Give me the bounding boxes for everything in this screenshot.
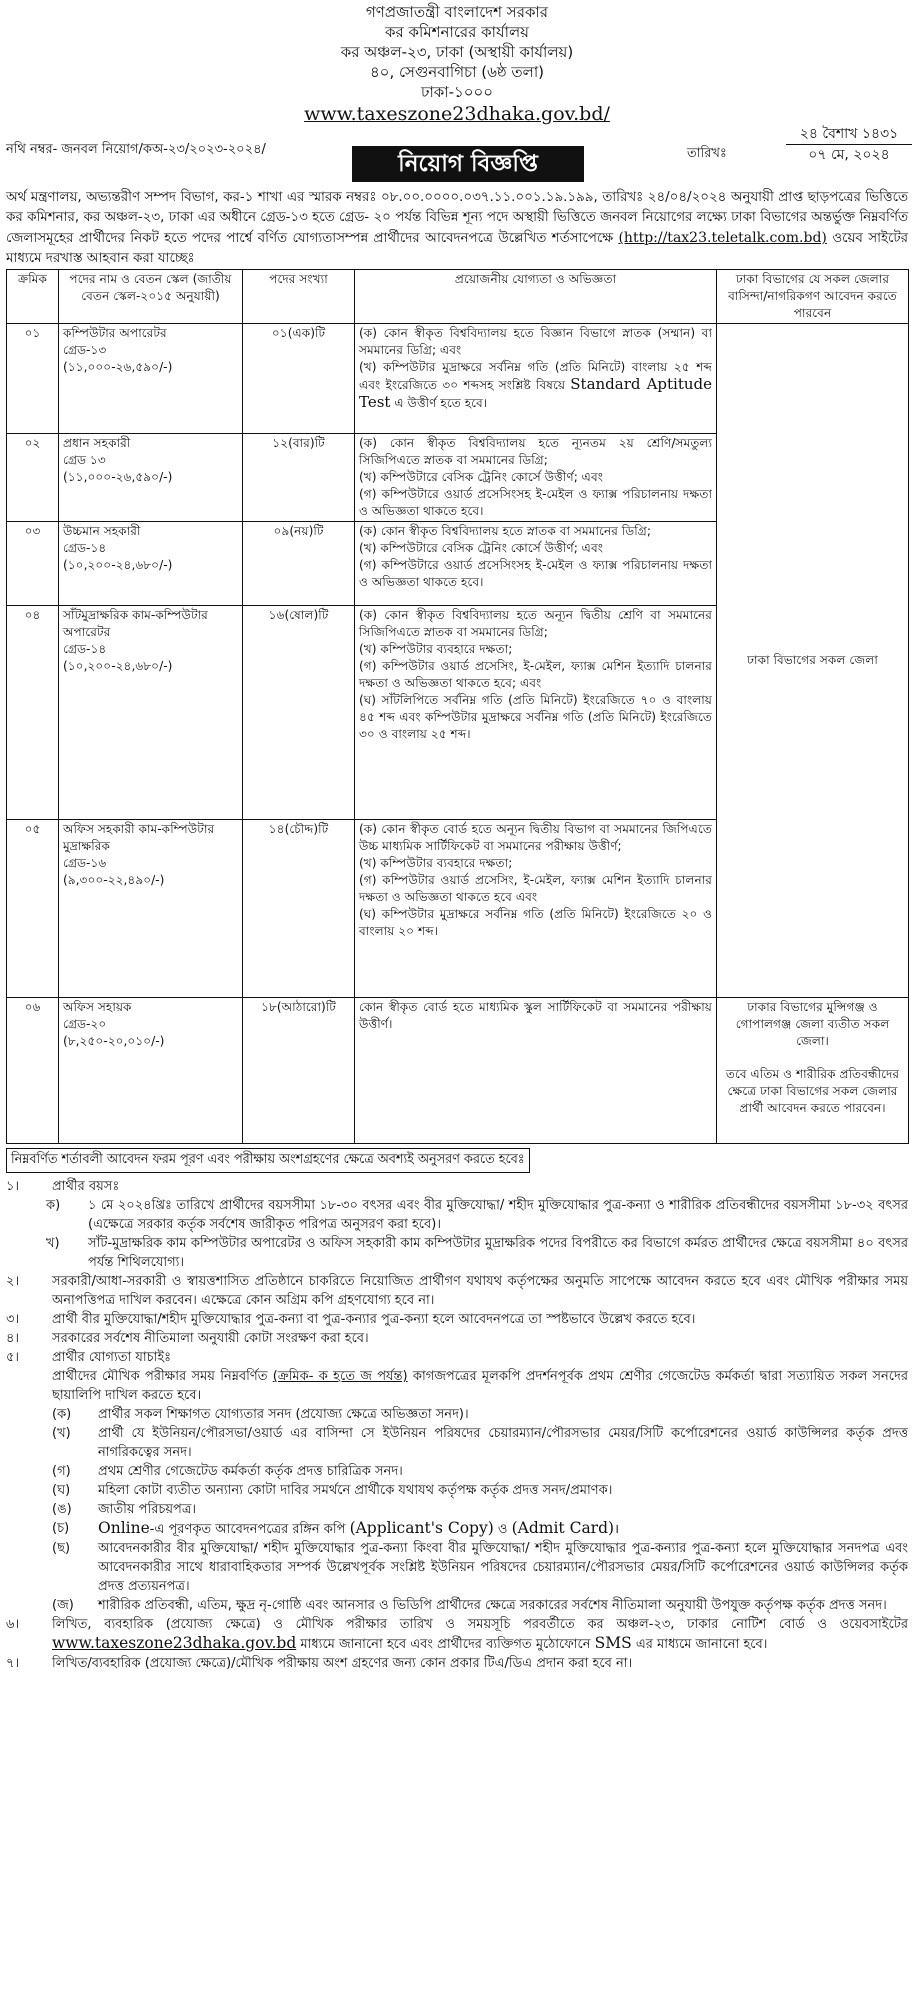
intro-tail: ওয়েব সাইটের মাধ্যমে দরখাস্ত আহবান করা যাচ্ছেঃ [6, 231, 909, 266]
office-zone: কর অঞ্চল-২৩, ঢাকা (অস্থায়ী কার্যালয়) [340, 43, 574, 61]
condition-number: ৭। [6, 1656, 20, 1671]
row-serial: ০১ [7, 324, 59, 434]
office-city: ঢাকা-১০০০ [420, 83, 494, 101]
row-post [59, 434, 243, 522]
post-grade: গ্রেড-১৬ [63, 856, 107, 870]
qual-item: (ক) কোন স্বীকৃত বিশ্ববিদ্যালয় হতে ন্যূনতম ২য় শ্রেণি/সমতুল্য সিজিপিএতে স্নাতক বা সমমানের ডিগ্রি; [359, 436, 712, 467]
row-post [59, 324, 243, 434]
subitem-text: শারীরিক প্রতিবন্ধী, এতিম, ক্ষুদ্র নৃ-গোষ্ঠি এবং আনসার ও ভিডিপি প্রার্থীদের ক্ষেত্রে সরকারের সর্বশেষ নীতিমালা অনুযায়ী উপযুক্ত কর্তৃপক্ষ কর্তৃক প্রদত্ত সনদ। [98, 1598, 887, 1613]
row-serial: ০৩ [7, 522, 59, 606]
condition-text: প্রার্থী বীর মুক্তিযোদ্ধা/শহীদ মুক্তিযোদ্ধার পুত্র-কন্যা বা পুত্র-কন্যার পুত্র-কন্যা হলে আবেদনপত্রে তা স্পষ্টভাবে উল্লেখ করতে হবে। [52, 1312, 696, 1327]
condition-item [6, 1348, 908, 1367]
row-qualification [355, 522, 717, 606]
row-qualification [355, 434, 717, 522]
subitem-number: (জ) [52, 1598, 74, 1613]
condition-paragraph [6, 1367, 908, 1405]
condition-text: এর মাধ্যমে জানানো হবে। [635, 1637, 768, 1652]
qual-test-name: Standard Aptitude Test [359, 375, 713, 411]
notice-title: নিয়োগ বিজ্ঞপ্তি [352, 146, 584, 182]
condition-item [6, 1272, 908, 1310]
sms-label: SMS [594, 1634, 632, 1652]
subitem-text: আবেদনকারীর বীর মুক্তিযোদ্ধা/ শহীদ মুক্তিযোদ্ধার পুত্র-কন্যা কিংবা বীর মুক্তিযোদ্ধা/ শহীদ মুক্তিযোদ্ধার পুত্র-কন্যার পুত্র-কন্যা হলে মুক্তিযোদ্ধার সনদপত্র এবং আবেদনকারীর সাথে ধারাবাহিকতার সম্পর্ক উল্লেখপূর্বক সংশ্লিষ্ট ইউনিয়ন পরিষদের চেয়ারম্যান/পৌরসভার মেয়র/সিটি কর্পোরেশনের ওয়ার্ড কাউন্সিলর কর্তৃক প্রদত্ত প্রত্যয়নপত্র। [98, 1541, 908, 1594]
condition-item [6, 1654, 908, 1673]
subitem-number: (চ) [52, 1521, 70, 1536]
subitem-text: জাতীয় পরিচয়পত্র। [98, 1502, 197, 1517]
qual-text-tail: এ উত্তীর্ণ হতে হবে। [394, 396, 488, 410]
condition-text: প্রার্থীর যোগ্যতা যাচাইঃ [52, 1350, 172, 1365]
vacancy-table [6, 269, 909, 1144]
subitem-text: প্রথম শ্রেণীর গেজেটেড কর্মকর্তা কর্তৃক প্রদত্ত চারিত্রিক সনদ। [98, 1464, 403, 1479]
condition-number: ৩। [6, 1312, 20, 1327]
office-website-link[interactable]: www.taxeszone23dhaka.gov.bd/ [304, 103, 610, 125]
qual-item: (খ) কম্পিউটার ব্যবহারে দক্ষতা; [359, 856, 513, 870]
qual-item: (খ) কম্পিউটার ব্যবহারে দক্ষতা; [359, 642, 513, 656]
condition-number: ৫। [6, 1350, 20, 1365]
office-address: ৪০, সেগুনবাগিচা (৬ষ্ঠ তলা) [369, 63, 545, 81]
col-serial: ক্রমিক [7, 270, 59, 324]
col-post-count: পদের সংখ্যা [243, 270, 355, 324]
subitem-text: ও [493, 1522, 512, 1537]
condition-number: ২। [6, 1274, 20, 1289]
condition-subitem [52, 1405, 908, 1424]
condition-item [6, 1310, 908, 1329]
qual-item [359, 359, 712, 412]
qual-item: (গ) কম্পিউটারে ওয়ার্ড প্রসেসিংসহ ই-মেইল ও ফ্যাক্স পরিচালনায় দক্ষতা ও অভিজ্ঞতা থাকতে হবে। [359, 487, 712, 518]
row-post [59, 820, 243, 998]
condition-text: লিখিত/ব্যবহারিক (প্রযোজ্য ক্ষেত্রে)/মৌখিক পরীক্ষায় অংশ গ্রহণের জন্য কোন প্রকার টিএ/ডিএ প্রদান করা হবে না। [52, 1656, 633, 1671]
row-serial: ০৫ [7, 820, 59, 998]
condition-text: সরকারের সর্বশেষ নীতিমালা অনুযায়ী কোটা সংরক্ষণ করা হবে। [52, 1331, 369, 1346]
condition-text: সরকারী/আধা-সরকারী ও স্বায়ত্তশাসিত প্রতিষ্ঠানে চাকরিতে নিয়োজিত প্রার্থীগণ যথাযথ কর্তৃপক্ষের অনুমতি সাপেক্ষে আবেদন করতে হবে এবং মৌখিক পরীক্ষার সময় অনাপত্তিপত্র দাখিল করবেন। এক্ষেত্রে কোন অগ্রিম কপি গ্রহণযোগ্য হবে না। [52, 1274, 908, 1308]
condition-item [6, 1329, 908, 1348]
condition-number: ৪। [6, 1331, 20, 1346]
applicant-copy-label: (Applicant's Copy) [349, 1519, 494, 1537]
condition-subitem [46, 1196, 908, 1234]
condition-subitem [52, 1539, 908, 1596]
post-name: উচ্চমান সহকারী [63, 524, 141, 538]
col-qualification: প্রয়োজনীয় যোগ্যতা ও অভিজ্ঞতা [355, 270, 717, 324]
post-scale: (১১,০০০-২৬,৫৯০/-) [63, 360, 173, 374]
admit-card-label: (Admit Card) [511, 1519, 615, 1537]
application-site-link[interactable]: (http://tax23.teletalk.com.bd) [618, 230, 827, 246]
conditions-list [6, 1177, 908, 1673]
subitem-text: প্রার্থী যে ইউনিয়ন/পৌরসভা/ওয়ার্ড এর বাসিন্দা সে ইউনিয়ন পরিষদের চেয়ারম্যান/পৌরসভার মেয়র/সিটি কর্পোরেশনের ওয়ার্ড কাউন্সিলর কর্তৃক প্রদত্ত নাগরিকত্বের সনদ। [98, 1426, 908, 1460]
condition-subitem [52, 1596, 908, 1615]
row-serial: ০৬ [7, 998, 59, 1144]
subitem-number: (ঙ) [52, 1502, 72, 1517]
row-districts-all: ঢাকা বিভাগের সকল জেলা [717, 324, 909, 998]
row-serial: ০২ [7, 434, 59, 522]
condition-emphasis: (ক্রমিক- ক হতে জ পর্যন্ত) [272, 1369, 408, 1384]
post-grade: গ্রেড ১৩ [63, 453, 106, 467]
qual-item: (ঘ) সাঁটলিপিতে সর্বনিম্ন গতি (প্রতি মিনিটে) ইংরেজিতে ৭০ ও বাংলায় ৪৫ শব্দ এবং কম্পিউটার মুদ্রাক্ষরে সর্বনিম্ন গতি (প্রতি মিনিটে) ইংরেজিতে ৩০ ও বাংলায় ২৫ শব্দ। [359, 693, 712, 741]
condition-text: প্রার্থীদের মৌখিক পরীক্ষার সময় নিম্নবর্ণিত [52, 1369, 268, 1384]
qual-item: কোন স্বীকৃত বোর্ড হতে মাধ্যমিক স্কুল সার্টিফিকেট বা সমমানের পরীক্ষায় উত্তীর্ণ। [359, 1000, 712, 1031]
post-name: সাঁটমুদ্রাক্ষরিক কাম-কম্পিউটার অপারেটর [63, 608, 208, 639]
subitem-text: -এ পূরণকৃত আবেদনপত্রের রঙ্গিন কপি [149, 1522, 346, 1537]
post-scale: (১১,০০০-২৬,৫৯০/-) [63, 470, 173, 484]
subitem-number: (ছ) [52, 1541, 71, 1556]
condition-subitem [52, 1462, 908, 1481]
post-name: প্রধান সহকারী [63, 436, 131, 450]
row-count: ১৪(চৌদ্দ)টি [243, 820, 355, 998]
condition-text: প্রার্থীর বয়সঃ [52, 1179, 120, 1194]
table-header-row [7, 270, 909, 324]
qual-item: (ক) কোন স্বীকৃত বিশ্ববিদ্যালয় হতে বিজ্ঞান বিভাগে স্নাতক (সম্মান) বা সমমানের ডিগ্রি; এবং [359, 326, 712, 357]
subitem-number: ক) [46, 1198, 61, 1213]
row-qualification [355, 820, 717, 998]
condition-text: লিখিত, ব্যবহারিক (প্রযোজ্য ক্ষেত্রে) ও মৌখিক পরীক্ষার তারিখ ও সময়সূচি পরবর্তীতে কর অঞ্চল-২৩, ঢাকার নোটিশ বোর্ড ও ওয়েবসাইটের [52, 1617, 908, 1632]
subitem-number: (ক) [52, 1407, 72, 1422]
post-scale: (১০,২০০-২৪,৬৮০/-) [63, 659, 173, 673]
row-post [59, 606, 243, 820]
post-grade: গ্রেড-১৪ [63, 541, 107, 555]
row-post [59, 998, 243, 1144]
notice-dates [786, 124, 912, 165]
date-bangla: ২৪ বৈশাখ ১৪৩১ [786, 124, 912, 145]
district-note: ঢাকার বিভাগের মুন্সিগঞ্জ ও গোপালগঞ্জ জেলা ব্যতীত সকল জেলা। [735, 1000, 890, 1048]
row-qualification [355, 606, 717, 820]
post-name: কম্পিউটার অপারেটর [63, 326, 167, 340]
intro-paragraph [6, 188, 908, 269]
office-website-link[interactable]: www.taxeszone23dhaka.gov.bd [52, 1634, 297, 1652]
post-name: অফিস সহায়ক [63, 1000, 132, 1014]
qual-item: (ক) কোন স্বীকৃত বিশ্ববিদ্যালয় হতে স্নাতক বা সমমানের ডিগ্রি; [359, 524, 651, 538]
date-english: ০৭ মে, ২০২৪ [808, 147, 890, 163]
qual-text: (খ) কম্পিউটার মুদ্রাক্ষরে সর্বনিম্ন গতি (প্রতি মিনিটে) বাংলায় ২৫ শব্দ এবং ইংরেজিতে ৩০ শব্দসহ সংশ্লিষ্ট বিষয়ে [359, 360, 712, 392]
post-grade: গ্রেড-১৪ [63, 642, 107, 656]
online-word: Online [98, 1519, 150, 1537]
qual-item: (খ) কম্পিউটারে বেসিক ট্রেনিং কোর্সে উত্তীর্ণ; এবং [359, 470, 603, 484]
col-eligible-districts: ঢাকা বিভাগের যে সকল জেলার বাসিন্দা/নাগরিকগণ আবেদন করতে পারবেন [717, 270, 909, 324]
condition-subitem [52, 1424, 908, 1462]
subitem-number: (খ) [52, 1426, 71, 1441]
office-header [6, 0, 908, 124]
row-qualification [355, 324, 717, 434]
table-row [7, 324, 909, 434]
condition-subitem [46, 1234, 908, 1272]
condition-text: মাধ্যমে জানানো হবে এবং প্রার্থীদের ব্যক্তিগত মুঠোফোনে [300, 1637, 591, 1652]
row-post [59, 522, 243, 606]
date-label: তারিখঃ [687, 146, 727, 161]
subitem-number: (ঘ) [52, 1483, 71, 1498]
post-name: অফিস সহকারী কাম-কম্পিউটার মুদ্রাক্ষরিক [63, 822, 215, 853]
row-count: ০৯(নয়)টি [243, 522, 355, 606]
qual-item: (ক) কোন স্বীকৃত বোর্ড হতে অন্যূন দ্বিতীয় বিভাগ বা সমমানের জিপিএতে উচ্চ মাধ্যমিক সার্টিফিকেট বা সমমানের পরীক্ষায় উত্তীর্ণ; [359, 822, 712, 853]
subitem-text: প্রার্থীর সকল শিক্ষাগত যোগ্যতার সনদ (প্রযোজ্য ক্ষেত্রে অভিজ্ঞতা সনদ)। [98, 1407, 469, 1422]
qual-item: (খ) কম্পিউটারে বেসিক ট্রেনিং কোর্সে উত্তীর্ণ; এবং [359, 541, 603, 555]
conditions-title: নিম্নবর্ণিত শর্তাবলী আবেদন ফরম পূরণ এবং পরীক্ষায় অংশগ্রহণের ক্ষেত্রে অবশ্যই অনুসরণ করতে হবেঃ [6, 1148, 530, 1173]
district-exception-note: তবে এতিম ও শারীরিক প্রতিবন্ধীদের ক্ষেত্রে ঢাকা বিভাগের সকল জেলার প্রার্থী আবেদন করতে পারবেন। [725, 1067, 900, 1115]
post-scale: (১০,২০০-২৪,৬৮০/-) [63, 558, 173, 572]
subitem-text: । [614, 1522, 619, 1537]
intro-text: অর্থ মন্ত্রণালয়, অভ্যন্তরীণ সম্পদ বিভাগ, কর-১ শাখা এর স্মারক নম্বরঃ ০৮.০০.০০০০.০৩৭.১১.০০১.১৯.১৯৯, তারিখঃ ২৪/০৪/২০২৪ অনুযায়ী প্রাপ্ত ছাড়পত্রের ভিত্তিতে কর কমিশনার, কর অঞ্চল-২৩, ঢাকা এর অধীনে গ্রেড-১৩ হতে গ্রেড- ২০ পর্যন্ত বিভিন্ন শূন্য পদে অস্থায়ী ভিত্তিতে জনবল নিয়োগের লক্ষ্যে ঢাকা বিভাগের অন্তর্ভুক্ত নিম্নবর্ণিত জেলাসমূহের প্রার্থীদের নিকট হতে পদের পার্শ্বে বর্ণিত যোগ্যতাসম্পন্ন প্রার্থীদের আবেদনপত্রে উল্লেখিত শর্তসাপেক্ষে [6, 190, 908, 246]
subitem-number: খ) [46, 1236, 60, 1251]
condition-item [6, 1615, 908, 1654]
subitem-text: ১ মে ২০২৪খ্রিঃ তারিখে প্রার্থীদের বয়সসীমা ১৮-৩০ বৎসর এবং বীর মুক্তিযোদ্ধা/ শহীদ মুক্তিযোদ্ধার পুত্র-কন্যা ও শারীরিক প্রতিবন্ধীদের বয়সসীমা ১৮-৩২ বৎসর (এক্ষেত্রে সরকার কর্তৃক সর্বশেষ জারীকৃত পরিপত্র অনুসরণ করা হবে)। [88, 1198, 908, 1232]
qual-item: (ঘ) কম্পিউটার মুদ্রাক্ষরে সর্বনিম্ন গতি (প্রতি মিনিটে) ইংরেজিতে ২০ ও বাংলায় ২০ শব্দ। [359, 907, 712, 938]
row-count: ০১(এক)টি [243, 324, 355, 434]
condition-item [6, 1177, 908, 1196]
row-count: ১৬(ষোল)টি [243, 606, 355, 820]
qual-item: (গ) কম্পিউটারে ওয়ার্ড প্রসেসিংসহ ই-মেইল ও ফ্যাক্স পরিচালনায় দক্ষতা ও অভিজ্ঞতা থাকতে হবে। [359, 558, 712, 589]
row-serial: ০৪ [7, 606, 59, 820]
qual-item: (গ) কম্পিউটার ওয়ার্ড প্রসেসিং, ই-মেইল, ফ্যাক্স মেশিন ইত্যাদি চালনার দক্ষতা ও অভিজ্ঞতা থাকতে হবে; এবং [359, 659, 712, 690]
row-count: ১৮(আঠারো)টি [243, 998, 355, 1144]
col-post-name: পদের নাম ও বেতন স্কেল (জাতীয় বেতন স্কেল-২০১৫ অনুযায়ী) [59, 270, 243, 324]
condition-number: ১। [6, 1179, 20, 1194]
condition-subitem [52, 1519, 908, 1539]
post-scale: (৮,২৫০-২০,০১০/-) [63, 1034, 165, 1048]
memo-number: নথি নম্বর- জনবল নিয়োগ/কঅ-২৩/২০২৩-২০২৪/ [6, 142, 266, 157]
qual-item: (গ) কম্পিউটার ওয়ার্ড প্রসেসিং, ই-মেইল, ফ্যাক্স মেশিন ইত্যাদি চালনার দক্ষতা ও অভিজ্ঞতা থাকতে হবে এবং [359, 873, 712, 904]
post-grade: গ্রেড-১৩ [63, 343, 107, 357]
condition-subitem [52, 1481, 908, 1500]
row-count: ১২(বার)টি [243, 434, 355, 522]
subitem-number: (গ) [52, 1464, 71, 1479]
office-name: কর কমিশনারের কার্যালয় [385, 23, 529, 41]
subitem-text: সাঁট-মুদ্রাক্ষরিক কাম কম্পিউটার অপারেটর ও অফিস সহকারী কাম কম্পিউটার মুদ্রাক্ষরিক পদের বিপরীতে কর বিভাগে কর্মরত প্রার্থীদের ক্ষেত্রে বয়সসীমা ৪০ বৎসর পর্যন্ত শিথিলযোগ্য। [88, 1236, 908, 1270]
table-row [7, 998, 909, 1144]
condition-text: কাগজপত্রের মূলকপি প্রদর্শনপূর্বক প্রথম শ্রেণীর গেজেটেড কর্মকর্তা দ্বারা সত্যায়িত সকল সনদের ছায়ালিপি দাখিল করতে হবে। [52, 1369, 908, 1403]
subitem-text: মহিলা কোটা ব্যতীত অন্যান্য কোটা দাবির সমর্থনে প্রার্থীকে যথাযথ কর্তৃপক্ষ কর্তৃক প্রদত্ত সনদ/প্রমাণক। [98, 1483, 613, 1498]
qual-item: (ক) কোন স্বীকৃত বিশ্ববিদ্যালয় হতে অন্যূন দ্বিতীয় শ্রেণি বা সমমানের সিজিপিএতে স্নাতক বা সমমানের ডিগ্রি; [359, 608, 712, 639]
post-scale: (৯,৩০০-২২,৪৯০/-) [63, 873, 165, 887]
row-districts [717, 998, 909, 1144]
condition-subitem [52, 1500, 908, 1519]
govt-name: গণপ্রজাতন্ত্রী বাংলাদেশ সরকার [365, 3, 549, 21]
condition-number: ৬। [6, 1617, 20, 1632]
post-grade: গ্রেড-২০ [63, 1017, 107, 1031]
row-qualification [355, 998, 717, 1144]
reference-row [6, 124, 908, 184]
